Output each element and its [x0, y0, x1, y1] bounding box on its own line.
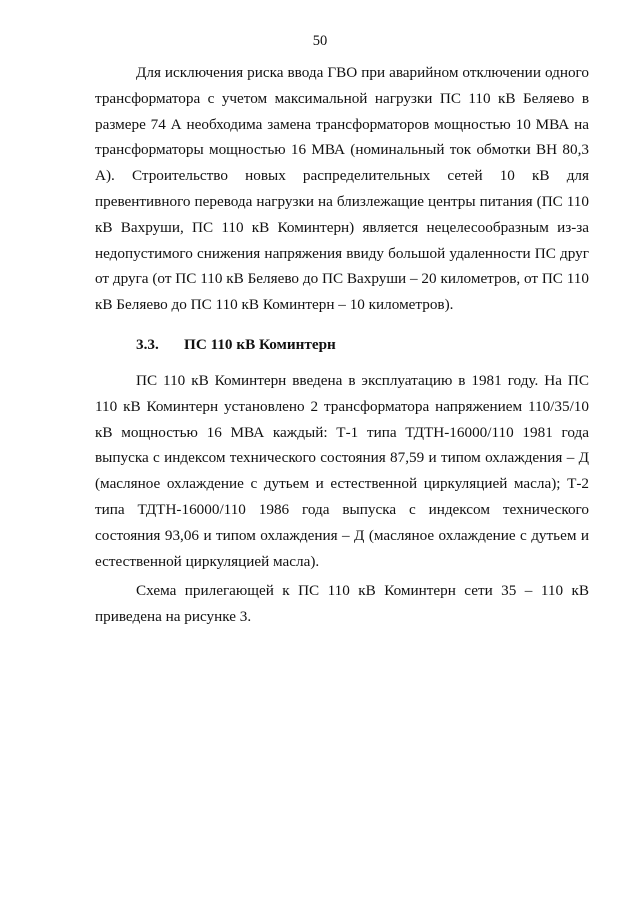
page-number: 50	[312, 33, 328, 49]
section-number: 3.3.	[136, 336, 159, 353]
section-heading	[95, 332, 630, 358]
paragraph-beliaevo-transformers: Для исключения риска ввода ГВО при аварийном отключении одного трансформатора с учетом максимальной нагрузки ПС 110 кВ Беляево в размере 74 А необходима замена трансформаторов мощностью 10 МВА на трансформаторы мощностью 16 МВА (номинальный ток обмотки ВН 80,3 А). Строительство новых распределительных сетей 10 кВ для превентивного перевода нагрузки на близлежащие центры питания (ПС 110 кВ Вахруши, ПС 110 кВ Коминтерн) является нецелесообразным из-за недопустимого снижения напряжения ввиду большой удаленности ПС друг от друга (от ПС 110 кВ Беляево до ПС Вахруши – 20 километров, от ПС 110 кВ Беляево до ПС 110 кВ Коминтерн – 10 километров).	[95, 64, 589, 314]
paragraph-figure-reference: Схема прилегающей к ПС 110 кВ Коминтерн сети 35 – 110 кВ приведена на рисунке 3.	[95, 582, 589, 625]
paragraph-komintern-description: ПС 110 кВ Коминтерн введена в эксплуатацию в 1981 году. На ПС 110 кВ Коминтерн установлено 2 трансформатора напряжением 110/35/10 кВ мощностью 16 МВА каждый: Т-1 типа ТДТН-16000/110 1981 года выпуска с индексом технического состояния 87,59 и типом охлаждения – Д (масляное охлаждение с дутьем и естественной циркуляцией масла); Т-2 типа ТДТН-16000/110 1986 года выпуска с индексом технического состояния 93,06 и типом охлаждения – Д (масляное охлаждение с дутьем и естественной циркуляцией масла).	[95, 372, 589, 570]
section-title: ПС 110 кВ Коминтерн	[184, 336, 336, 353]
